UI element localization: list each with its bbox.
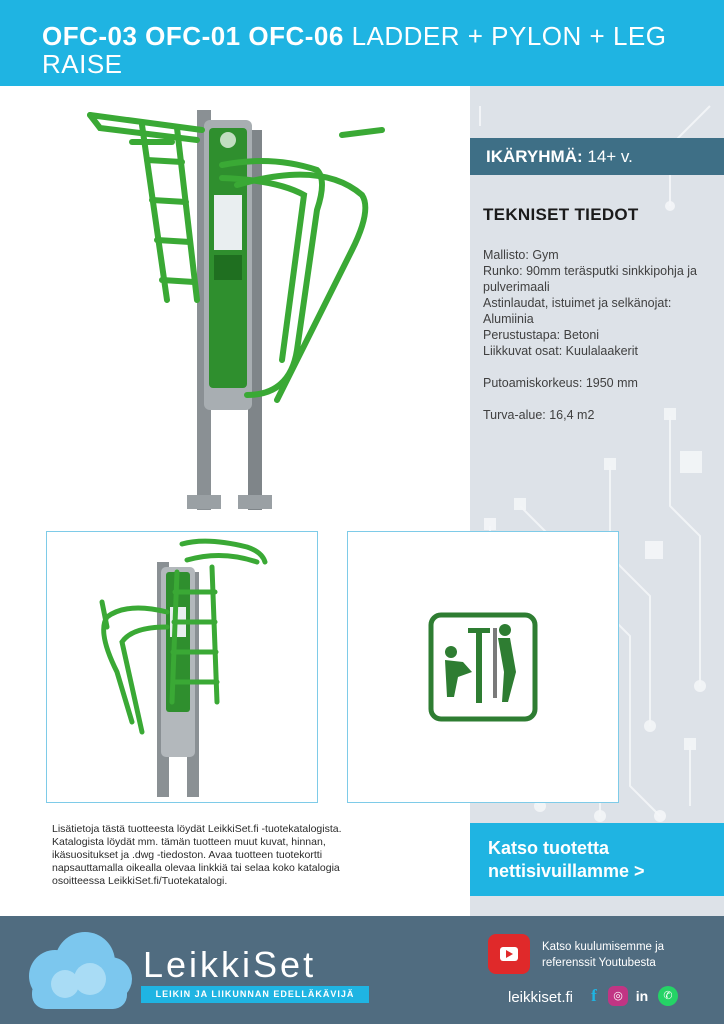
spec-line: Perustustapa: Betoni — [483, 328, 600, 342]
header-banner — [0, 0, 724, 86]
usage-pictogram-box — [347, 531, 619, 803]
spec-line: Runko: 90mm teräsputki sinkkipohja ja pulverimaali — [483, 264, 697, 294]
cloud-logo-icon — [20, 924, 135, 1012]
page-title — [42, 22, 702, 78]
age-group-label: IKÄRYHMÄ: — [486, 147, 583, 166]
product-codes: OFC-03 OFC-01 OFC-06 — [42, 21, 344, 51]
website-link[interactable]: leikkiset.fi — [508, 989, 574, 1006]
safety-area: Turva-alue: 16,4 m2 — [483, 408, 595, 422]
brand-logo-text: LeikkiSet — [143, 944, 317, 985]
youtube-text: Katso kuulumisemme ja referenssit Youtubesta — [542, 941, 665, 969]
tech-specs — [483, 247, 713, 423]
usage-pictogram — [348, 532, 618, 802]
whatsapp-icon[interactable]: ✆ — [658, 986, 678, 1006]
instagram-icon[interactable]: ◎ — [608, 986, 628, 1006]
linkedin-icon[interactable]: in — [635, 988, 649, 1004]
cta-line-1: Katso tuotetta — [488, 838, 609, 858]
youtube-icon[interactable] — [488, 934, 530, 974]
spec-line: Mallisto: Gym — [483, 248, 559, 262]
product-name: LADDER + PYLON + LEG RAISE — [42, 21, 667, 79]
view-product-online-button[interactable] — [470, 823, 724, 896]
product-main-image — [72, 100, 402, 520]
age-group-value: 14+ v. — [587, 147, 633, 166]
product-side-image — [46, 531, 318, 803]
age-group-band — [470, 138, 724, 175]
tech-specs-title: TEKNISET TIEDOT — [483, 205, 639, 224]
spec-line: Liikkuvat osat: Kuulalaakerit — [483, 344, 638, 358]
footer — [0, 916, 724, 1024]
info-text: Lisätietoja tästä tuotteesta löydät LeikkiSet.fi -tuotekatalogista. Katalogista löydät mm. tämän tuotteen muut kuvat, hinnan, ikäsuositukset ja .dwg -tiedoston. Avaa tuotteen tuotekortti napsauttamalla oikealla olevaa linkkiä tai selaa koko katalogia osoitteessa LeikkiSet.fi/Tuotekatalogi. — [52, 823, 342, 887]
fall-height: Putoamiskorkeus: 1950 mm — [483, 376, 638, 390]
product-side-drawing — [47, 532, 317, 802]
facebook-icon[interactable]: f — [591, 986, 597, 1005]
cta-line-2: nettisivuillamme > — [488, 861, 645, 881]
spec-line: Astinlaudat, istuimet ja selkänojat: Alumiinia — [483, 296, 672, 326]
brand-slogan: LEIKIN JA LIIKUNNAN EDELLÄKÄVIJÄ — [141, 986, 369, 1003]
